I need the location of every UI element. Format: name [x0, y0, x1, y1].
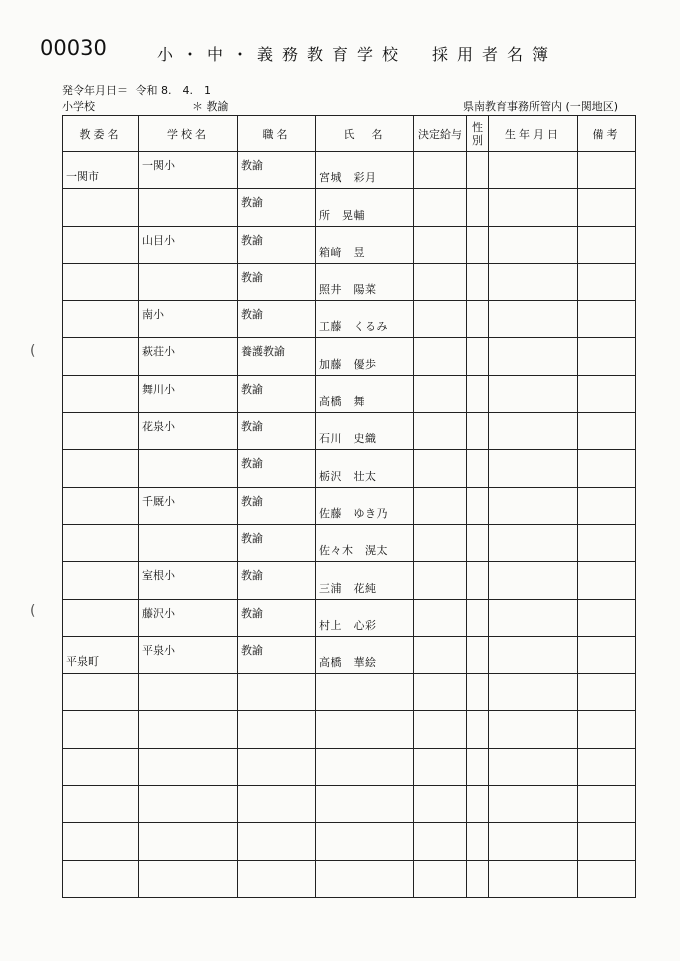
- cell-school: [139, 263, 238, 300]
- cell-board: [63, 786, 139, 823]
- cell-position: [238, 599, 316, 636]
- cell-name-text: 栃沢 壮太: [319, 469, 377, 483]
- cell-school: [139, 599, 238, 636]
- cell-board: [63, 226, 139, 263]
- cell-name-text: 工藤 くるみ: [319, 320, 388, 334]
- cell-board: [63, 599, 139, 636]
- cell-school: [139, 450, 238, 487]
- cell-position: [238, 786, 316, 823]
- cell-birth: [489, 786, 578, 823]
- table-row: [63, 263, 636, 300]
- cell-notes: [578, 263, 636, 300]
- table-row: [63, 375, 636, 412]
- cell-position: [238, 152, 316, 189]
- cell-name: [316, 189, 414, 226]
- cell-notes: [578, 860, 636, 897]
- cell-notes: [578, 338, 636, 375]
- header-school: 学校名: [139, 116, 238, 152]
- cell-name-text: 照井 陽菜: [319, 283, 377, 297]
- cell-school: [139, 674, 238, 711]
- cell-position: [238, 524, 316, 561]
- table-body: [63, 152, 636, 898]
- cell-sex: [467, 301, 489, 338]
- cell-notes: [578, 599, 636, 636]
- binding-hole-mark: (: [30, 603, 36, 619]
- table-row: [63, 226, 636, 263]
- cell-school: [139, 711, 238, 748]
- table-row: [63, 524, 636, 561]
- cell-position-text: 教諭: [241, 308, 263, 322]
- table-row: [63, 301, 636, 338]
- cell-school: [139, 487, 238, 524]
- cell-school-text: 花泉小: [142, 420, 175, 434]
- cell-school: [139, 823, 238, 860]
- cell-position: [238, 226, 316, 263]
- cell-salary: [414, 189, 467, 226]
- cell-salary: [414, 524, 467, 561]
- cell-name: [316, 711, 414, 748]
- cell-salary: [414, 599, 467, 636]
- cell-birth: [489, 450, 578, 487]
- cell-name: [316, 263, 414, 300]
- cell-name: [316, 375, 414, 412]
- cell-school: [139, 152, 238, 189]
- issue-date-label: 発令年月日＝: [62, 84, 128, 97]
- cell-school-text: 室根小: [142, 569, 175, 583]
- cell-name: [316, 338, 414, 375]
- cell-school: [139, 636, 238, 673]
- cell-birth: [489, 860, 578, 897]
- cell-sex: [467, 711, 489, 748]
- cell-school-text: 藤沢小: [142, 606, 175, 620]
- cell-board: [63, 748, 139, 785]
- cell-board: [63, 189, 139, 226]
- cell-notes: [578, 562, 636, 599]
- cell-notes: [578, 711, 636, 748]
- school-type: 小学校: [62, 100, 95, 113]
- cell-salary: [414, 711, 467, 748]
- cell-school-text: 舞川小: [142, 382, 175, 396]
- cell-birth: [489, 636, 578, 673]
- cell-name-text: 高橋 舞: [319, 395, 365, 409]
- cell-name: [316, 152, 414, 189]
- cell-position: [238, 301, 316, 338]
- cell-name: [316, 413, 414, 450]
- cell-board: [63, 338, 139, 375]
- cell-school: [139, 301, 238, 338]
- cell-name: [316, 487, 414, 524]
- cell-position: [238, 487, 316, 524]
- cell-school: [139, 524, 238, 561]
- cell-notes: [578, 301, 636, 338]
- cell-position: [238, 562, 316, 599]
- cell-position-text: 教諭: [241, 196, 263, 210]
- cell-name: [316, 786, 414, 823]
- document-title: 小・中・義務教育学校 採用者名簿: [157, 45, 558, 64]
- cell-position: [238, 375, 316, 412]
- cell-name: [316, 450, 414, 487]
- cell-board: [63, 375, 139, 412]
- cell-school: [139, 786, 238, 823]
- cell-notes: [578, 786, 636, 823]
- header-position: 職名: [238, 116, 316, 152]
- cell-board: [63, 301, 139, 338]
- cell-sex: [467, 375, 489, 412]
- table-row: [63, 189, 636, 226]
- cell-position: [238, 450, 316, 487]
- cell-position: [238, 711, 316, 748]
- cell-name-text: 佐藤 ゆき乃: [319, 506, 388, 520]
- cell-notes: [578, 636, 636, 673]
- cell-school: [139, 189, 238, 226]
- cell-name: [316, 860, 414, 897]
- cell-notes: [578, 823, 636, 860]
- cell-school-text: 南小: [142, 308, 164, 322]
- table-row: [63, 636, 636, 673]
- issue-date-line: [62, 82, 211, 98]
- cell-board: [63, 860, 139, 897]
- header-salary: 決定給与: [414, 116, 467, 152]
- cell-school-text: 一関小: [142, 159, 175, 172]
- cell-salary: [414, 562, 467, 599]
- cell-birth: [489, 338, 578, 375]
- cell-board: [63, 524, 139, 561]
- cell-position: [238, 636, 316, 673]
- cell-board: [63, 636, 139, 673]
- cell-sex: [467, 450, 489, 487]
- cell-birth: [489, 823, 578, 860]
- table-row: [63, 786, 636, 823]
- table-row: [63, 562, 636, 599]
- cell-notes: [578, 189, 636, 226]
- table-row: [63, 450, 636, 487]
- cell-board: [63, 711, 139, 748]
- cell-sex: [467, 786, 489, 823]
- cell-birth: [489, 189, 578, 226]
- hiring-roster-table: [62, 115, 636, 898]
- cell-position-text: 教諭: [241, 382, 263, 396]
- cell-name-text: 高橋 華絵: [319, 656, 377, 670]
- cell-board-text: 一関市: [66, 170, 99, 184]
- cell-birth: [489, 487, 578, 524]
- table-row: [63, 599, 636, 636]
- cell-notes: [578, 413, 636, 450]
- cell-birth: [489, 226, 578, 263]
- cell-salary: [414, 450, 467, 487]
- cell-school-text: 平泉小: [142, 643, 175, 657]
- header-board: 教委名: [63, 116, 139, 152]
- cell-salary: [414, 152, 467, 189]
- cell-board-text: 平泉町: [66, 655, 99, 669]
- cell-name-text: 石川 史織: [319, 432, 377, 446]
- cell-position: [238, 189, 316, 226]
- cell-position-text: 教諭: [241, 457, 263, 471]
- cell-notes: [578, 152, 636, 189]
- cell-school: [139, 562, 238, 599]
- cell-name-text: 三浦 花純: [319, 581, 377, 595]
- cell-salary: [414, 487, 467, 524]
- cell-board: [63, 413, 139, 450]
- cell-salary: [414, 674, 467, 711]
- cell-name-text: 宮城 彩月: [319, 171, 377, 185]
- cell-school-text: 萩荘小: [142, 345, 175, 359]
- cell-sex: [467, 487, 489, 524]
- header-name: 氏 名: [316, 116, 414, 152]
- table-row: [63, 860, 636, 897]
- cell-sex: [467, 860, 489, 897]
- cell-notes: [578, 524, 636, 561]
- cell-salary: [414, 263, 467, 300]
- cell-position-text: 教諭: [241, 606, 263, 620]
- cell-position: [238, 860, 316, 897]
- cell-name-text: 佐々木 滉太: [319, 544, 388, 558]
- cell-salary: [414, 860, 467, 897]
- cell-birth: [489, 301, 578, 338]
- table-row: [63, 748, 636, 785]
- header-birth: 生年月日: [489, 116, 578, 152]
- cell-school: [139, 413, 238, 450]
- cell-name: [316, 748, 414, 785]
- cell-board: [63, 674, 139, 711]
- cell-position-text: 養護教諭: [241, 345, 285, 359]
- cell-notes: [578, 487, 636, 524]
- cell-birth: [489, 748, 578, 785]
- cell-salary: [414, 226, 467, 263]
- cell-board: [63, 487, 139, 524]
- cell-notes: [578, 674, 636, 711]
- cell-board: [63, 823, 139, 860]
- cell-position-text: 教諭: [241, 643, 263, 657]
- cell-sex: [467, 338, 489, 375]
- cell-sex: [467, 189, 489, 226]
- cell-sex: [467, 263, 489, 300]
- cell-name: [316, 823, 414, 860]
- header-sex: 性別: [467, 116, 489, 152]
- cell-sex: [467, 748, 489, 785]
- cell-position: [238, 338, 316, 375]
- cell-birth: [489, 711, 578, 748]
- cell-name-text: 加藤 優歩: [319, 357, 377, 371]
- table-row: [63, 674, 636, 711]
- cell-sex: [467, 636, 489, 673]
- cell-name: [316, 674, 414, 711]
- table-row: [63, 338, 636, 375]
- region: 県南教育事務所管内 (一関地区): [463, 100, 619, 113]
- cell-position: [238, 413, 316, 450]
- cell-position-text: 教諭: [241, 159, 263, 172]
- cell-school: [139, 375, 238, 412]
- cell-position-text: 教諭: [241, 494, 263, 508]
- document-number: 00030: [40, 36, 107, 60]
- cell-position-text: 教諭: [241, 420, 263, 434]
- cell-birth: [489, 152, 578, 189]
- cell-salary: [414, 786, 467, 823]
- cell-school: [139, 226, 238, 263]
- cell-sex: [467, 226, 489, 263]
- cell-salary: [414, 748, 467, 785]
- cell-sex: [467, 599, 489, 636]
- cell-school-text: 山目小: [142, 233, 175, 247]
- cell-position: [238, 748, 316, 785]
- cell-sex: [467, 152, 489, 189]
- cell-position-text: 教諭: [241, 531, 263, 545]
- cell-position: [238, 823, 316, 860]
- cell-school-text: 千厩小: [142, 494, 175, 508]
- cell-position-text: 教諭: [241, 233, 263, 247]
- cell-notes: [578, 375, 636, 412]
- table-row: [63, 413, 636, 450]
- cell-school: [139, 338, 238, 375]
- cell-salary: [414, 338, 467, 375]
- cell-birth: [489, 599, 578, 636]
- cell-name: [316, 524, 414, 561]
- cell-name-text: 所 晃輔: [319, 208, 365, 222]
- cell-name: [316, 636, 414, 673]
- cell-position-text: 教諭: [241, 569, 263, 583]
- cell-board: [63, 263, 139, 300]
- cell-salary: [414, 375, 467, 412]
- cell-birth: [489, 674, 578, 711]
- cell-salary: [414, 413, 467, 450]
- cell-salary: [414, 636, 467, 673]
- cell-school: [139, 748, 238, 785]
- header-notes: 備考: [578, 116, 636, 152]
- cell-name-text: 箱﨑 昱: [319, 245, 365, 259]
- cell-position: [238, 263, 316, 300]
- position-filter: ＊ 教諭: [192, 100, 229, 113]
- cell-school: [139, 860, 238, 897]
- cell-board: [63, 562, 139, 599]
- cell-birth: [489, 562, 578, 599]
- table-row: [63, 152, 636, 189]
- cell-birth: [489, 413, 578, 450]
- cell-board: [63, 450, 139, 487]
- cell-board: [63, 152, 139, 189]
- table-row: [63, 487, 636, 524]
- binding-hole-mark: (: [30, 343, 36, 359]
- cell-sex: [467, 524, 489, 561]
- table-row: [63, 823, 636, 860]
- cell-salary: [414, 823, 467, 860]
- cell-name: [316, 301, 414, 338]
- cell-name: [316, 562, 414, 599]
- cell-birth: [489, 263, 578, 300]
- cell-position-text: 教諭: [241, 270, 263, 284]
- cell-birth: [489, 375, 578, 412]
- cell-birth: [489, 524, 578, 561]
- cell-name: [316, 226, 414, 263]
- cell-sex: [467, 823, 489, 860]
- cell-sex: [467, 674, 489, 711]
- cell-notes: [578, 748, 636, 785]
- table-row: [63, 711, 636, 748]
- cell-notes: [578, 226, 636, 263]
- cell-name-text: 村上 心彩: [319, 618, 377, 632]
- cell-sex: [467, 413, 489, 450]
- table-header-row: [63, 116, 636, 152]
- cell-sex: [467, 562, 489, 599]
- cell-position: [238, 674, 316, 711]
- cell-salary: [414, 301, 467, 338]
- issue-date: 令和 8. 4. 1: [135, 84, 211, 97]
- cell-notes: [578, 450, 636, 487]
- cell-name: [316, 599, 414, 636]
